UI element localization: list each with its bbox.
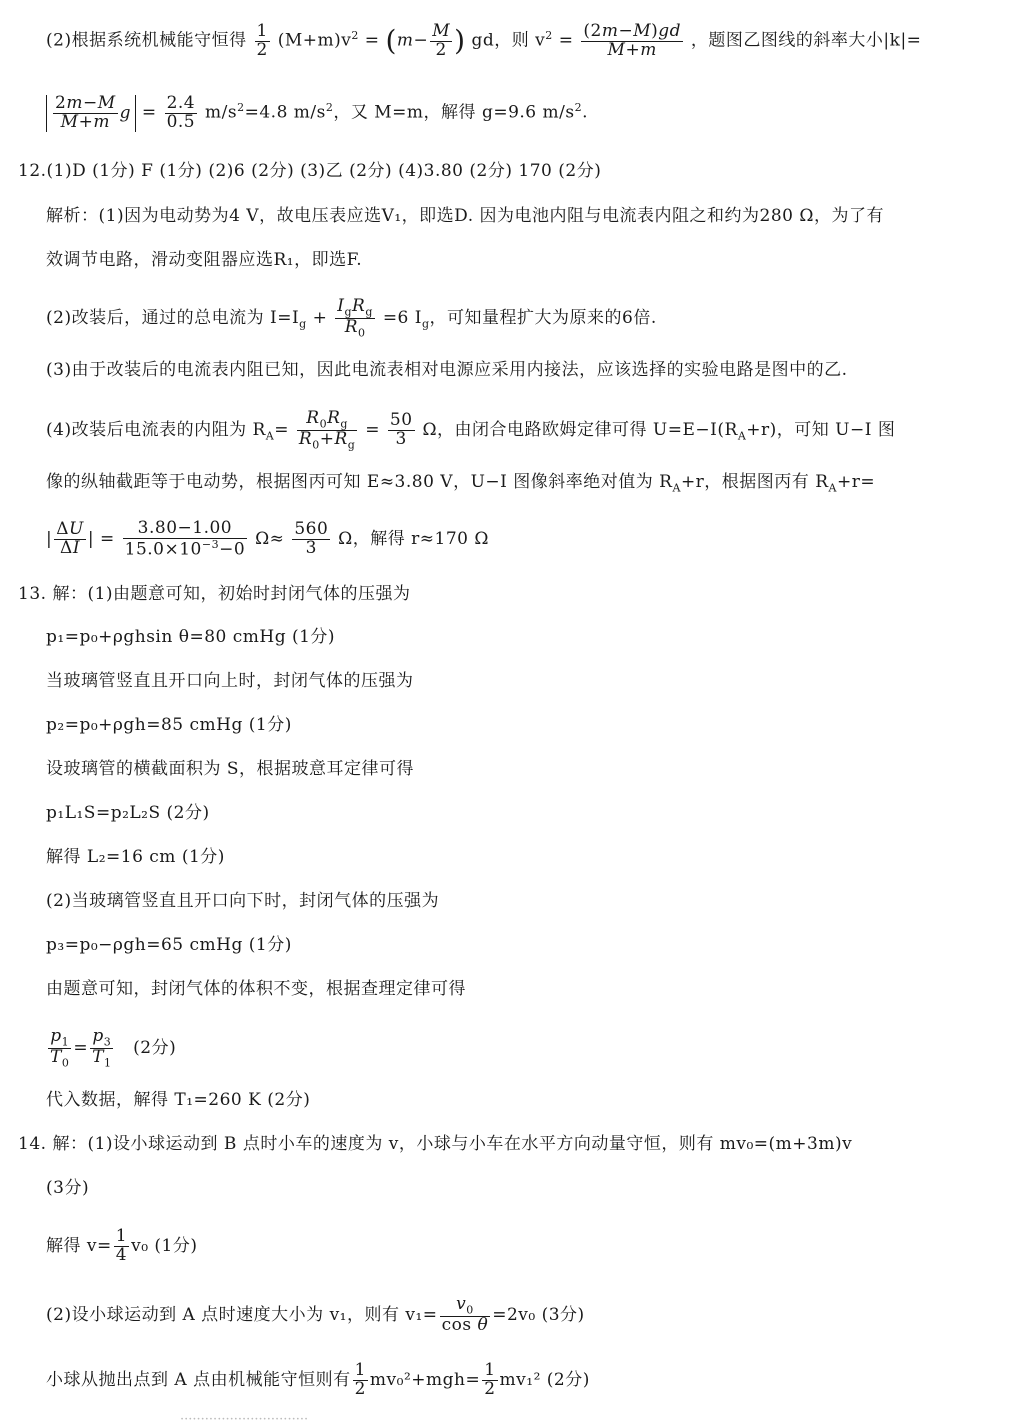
- q11-text: =4.8 m/s: [244, 102, 326, 123]
- q12-part4-cont: 像的纵轴截距等于电动势，根据图丙可知 E≈3.80 V，U−I 图像斜率绝对值为 $R_A+r$，根据图丙有 $R_A+r=$: [46, 472, 876, 495]
- q11-text: ，题图乙图线的斜率大小|k|=: [690, 30, 922, 51]
- q11-line-2: $\frac{2m-M}{M+m}$ g = $\frac{2.4}{0.5}$ $m/s^2=4.8$ $m/s^2$，又 M=m，解得 g=9.6 $m/s^2$.: [46, 94, 588, 132]
- q11-text: (2)根据系统机械能守恒得: [46, 30, 247, 51]
- q14-eq2: (2)设小球运动到 A 点时速度大小为 v₁，则有 v₁= $\frac{v_0}{\text{cos θ}}$ =2v₀ (3分): [46, 1294, 585, 1335]
- q11-text: ，又 M=m，解得 g=9.6 m/s: [333, 102, 575, 123]
- q13-eq3: p₁L₁S=p₂L₂S (2分): [46, 803, 210, 823]
- q11-text: =: [141, 102, 157, 123]
- fraction-half: $\frac{1}{2}$: [256, 20, 268, 60]
- abs-slope: $\frac{2m-M}{M+m}$ g: [46, 95, 136, 132]
- q13-text5: (2)当玻璃管竖直且开口向下时，封闭气体的压强为: [46, 891, 440, 911]
- q12-slope: | $\frac{\Delta U}{\Delta I}$ | = $\frac{3.80-1.00}{15.0\times 10^{-3}-0}$ Ω≈ $\frac{560}{3}$ Ω，解得 r≈170 Ω: [46, 518, 489, 560]
- q13-eq2: p₂=p₀+ρgh=85 cmHg (1分): [46, 715, 292, 735]
- q13-eq1: p₁=p₀+ρghsin θ=80 cmHg (1分): [46, 627, 336, 647]
- fraction-v2: $\frac{(2m-M)gd}{M+m}$: [583, 20, 682, 60]
- cut-off-footer: ·······························: [180, 1412, 309, 1422]
- q11-text: =: [364, 30, 380, 51]
- q13-text6: 由题意可知，封闭气体的体积不变，根据查理定律可得: [46, 979, 466, 999]
- q13-eq7: 代入数据，解得 T₁=260 K (2分): [46, 1090, 311, 1110]
- q12-part3: (3)由于改装后的电流表内阻已知，因此电流表相对电源应采用内接法，应该选择的实验电路是图中的乙.: [46, 360, 848, 380]
- q12-answers: 12.(1)D (1分) F (1分) (2)6 (2分) (3)乙 (2分) (4)3.80 (2分) 170 (2分): [18, 161, 602, 181]
- q11-text: gd，则 v: [471, 30, 546, 51]
- q11-text: m/s: [205, 102, 238, 123]
- q11-text: =: [558, 30, 574, 51]
- q11-text: .: [582, 102, 588, 123]
- q12-part4: (4)改装后电流表的内阻为 $R_A=$ $\frac{R_0R_g}{R_0+R_g}$ = $\frac{50}{3}$ Ω，由闭合电路欧姆定律可得 $U=E-I(R_A+r)$，可知 U−I 图: [46, 408, 896, 452]
- q14-eq1: 解得 v= $\frac{1}{4}$ v₀ (1分): [46, 1226, 198, 1265]
- q14-score1: (3分): [46, 1178, 90, 1198]
- q11-text: (M+m)v: [277, 30, 352, 51]
- q13-head: 13. 解：(1)由题意可知，初始时封闭气体的压强为: [18, 584, 411, 604]
- q11-line-1: (2)根据系统机械能守恒得 $\frac{1}{2}$ $(M+m)v^2 = (m-$ $\frac{M}{2}$ ) gd，则 $v^2$ = $\frac{(2m-M)gd}{M+m}$ ，题图乙图线的斜率大小|k|=: [46, 20, 922, 60]
- q13-eq4: 解得 L₂=16 cm (1分): [46, 847, 225, 867]
- q13-text2: 当玻璃管竖直且开口向上时，封闭气体的压强为: [46, 671, 414, 691]
- q13-eq6: $\frac{p_1}{T_0}$ = $\frac{p_3}{T_1}$ (2分): [50, 1026, 177, 1070]
- q12-analysis-1: 解析：(1)因为电动势为4 V，故电压表应选V₁，即选D. 因为电池内阻与电流表内阻之和约为280 Ω，为了有: [46, 206, 884, 226]
- q13-eq5: p₃=p₀−ρgh=65 cmHg (1分): [46, 935, 292, 955]
- q14-head: 14. 解：(1)设小球运动到 B 点时小车的速度为 v，小球与小车在水平方向动量守恒，则有 mv₀=(m+3m)v: [18, 1134, 853, 1154]
- q12-analysis-2: 效调节电路，滑动变阻器应选R₁，即选F.: [46, 250, 363, 270]
- q12-part2: (2)改装后，通过的总电流为 $I=I_g$ + $\frac{I_gR_g}{R_0}$ =6 $I_g$，可知量程扩大为原来的6倍.: [46, 296, 657, 340]
- q13-text3: 设玻璃管的横截面积为 S，根据玻意耳定律可得: [46, 759, 415, 779]
- q14-eq3: 小球从抛出点到 A 点由机械能守恒则有 $\frac{1}{2}$ mv₀²+mgh= $\frac{1}{2}$ mv₁² (2分): [46, 1360, 590, 1399]
